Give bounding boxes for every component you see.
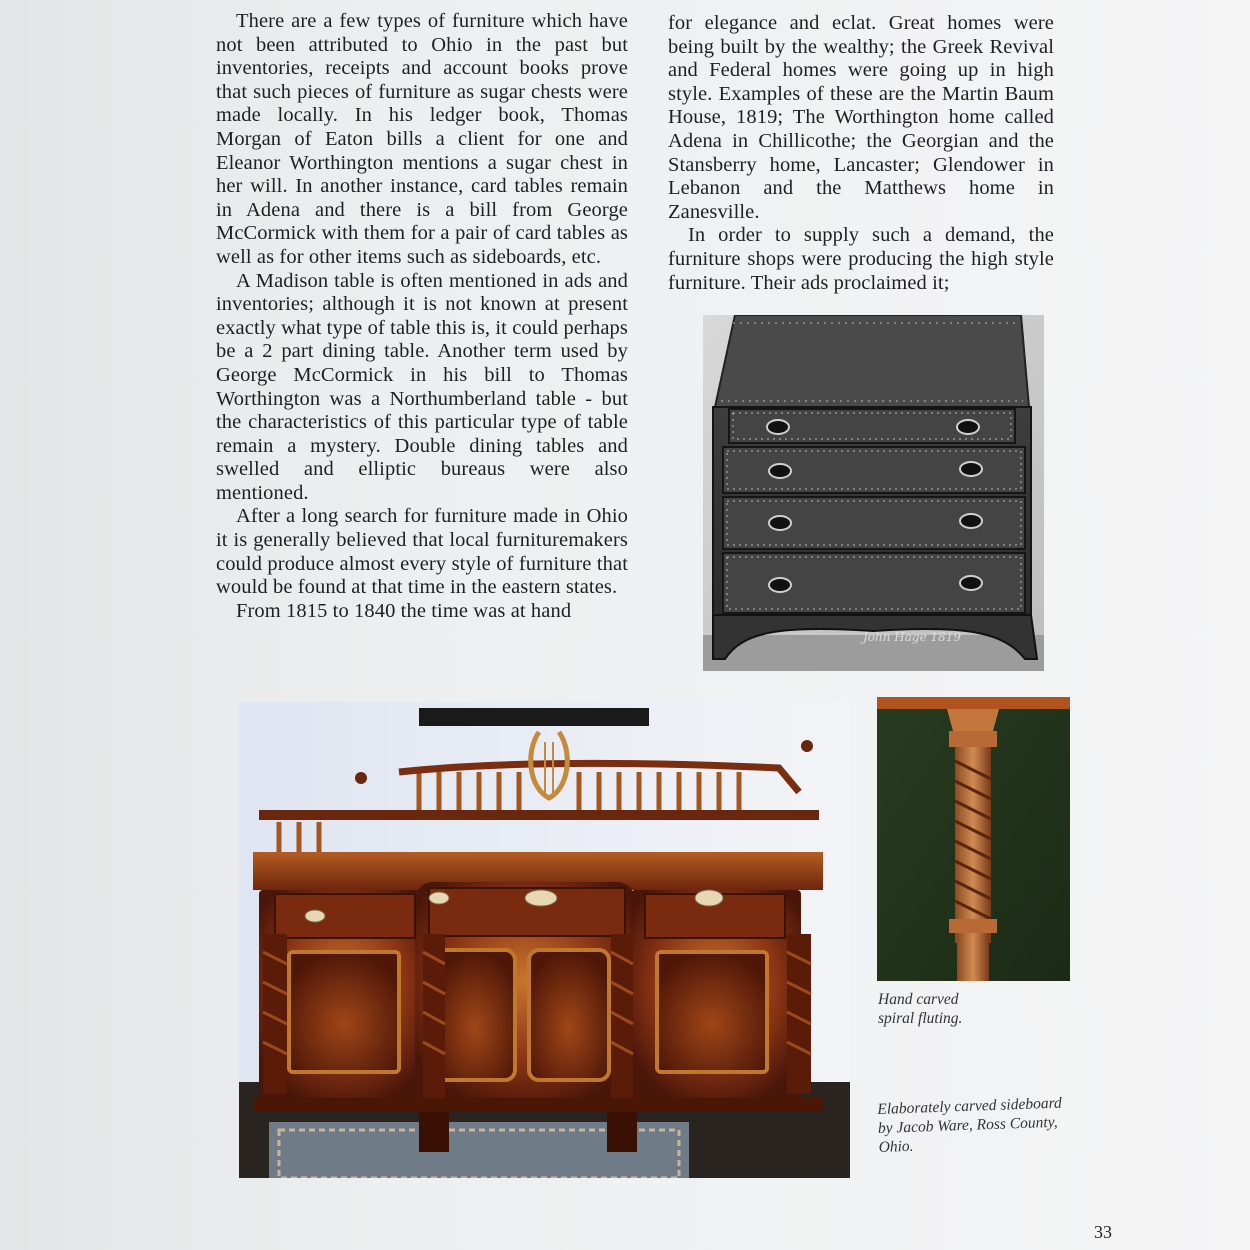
paragraph: There are a few types of furniture which have not been attributed to Ohio in the past but inventories, receipts and account books prove that such pieces of furniture as sugar chests were made locally. In his ledger book, Thomas Morgan of Eaton bills a client for one and Eleanor Worthington mentions a sugar chest in her will. In another instance, card tables remain in Adena and there is a bill from George McCormick with them for a pair of card tables as well as for other items such as sideboards, etc. <box>216 10 628 268</box>
right-text-column <box>668 12 1054 295</box>
sideboard-illustration <box>239 702 850 1178</box>
caption-line: Hand carved <box>878 991 959 1008</box>
spiral-leg-photo <box>877 697 1070 981</box>
desk-illustration <box>703 315 1044 671</box>
paragraph: From 1815 to 1840 the time was at hand <box>236 599 572 622</box>
caption-line: Ohio. <box>878 1137 914 1156</box>
desk-photo <box>703 315 1044 671</box>
sideboard-caption <box>877 1094 1063 1157</box>
paragraph: for elegance and eclat. Great homes were being built by the wealthy; the Greek Revival and Federal homes were going up in high style. Examples of these are the Martin Baum House, 1819; The Worthington home called Adena in Chillicothe; the Georgian and the Stansberry home, Lancaster; Glendower in Lebanon and the Matthews home in Zanesville. <box>668 12 1054 223</box>
paragraph: A Madison table is often mentioned in ads and inventories; although it is not known at present exactly what type of table this is, it could perhaps be a 2 part dining table. Another term used by George McCormick in his bill to Thomas Worthington was a Northumberland table - but the characteristics of this particular type of table remain a mystery. Double dining tables and swelled and elliptic bureaus were also mentioned. <box>216 269 628 504</box>
caption-line: spiral fluting. <box>878 1010 963 1027</box>
sideboard-photo <box>239 702 850 1178</box>
spiral-leg-illustration <box>877 697 1070 981</box>
caption-line: Elaborately carved sideboard <box>877 1094 1063 1118</box>
caption-line: by Jacob Ware, Ross County, <box>877 1113 1058 1137</box>
left-text-column <box>216 10 628 623</box>
desk-inscription: John Hage 1819 <box>863 630 962 644</box>
page-number: 33 <box>1094 1222 1112 1242</box>
paragraph: In order to supply such a demand, the furniture shops were producing the high style furniture. Their ads proclaimed it; <box>668 224 1054 294</box>
paragraph: After a long search for furniture made in Ohio it is generally believed that local furnituremakers could produce almost every style of furniture that would be found at that time in the eastern states. <box>216 505 628 599</box>
spiral-caption <box>878 990 962 1028</box>
